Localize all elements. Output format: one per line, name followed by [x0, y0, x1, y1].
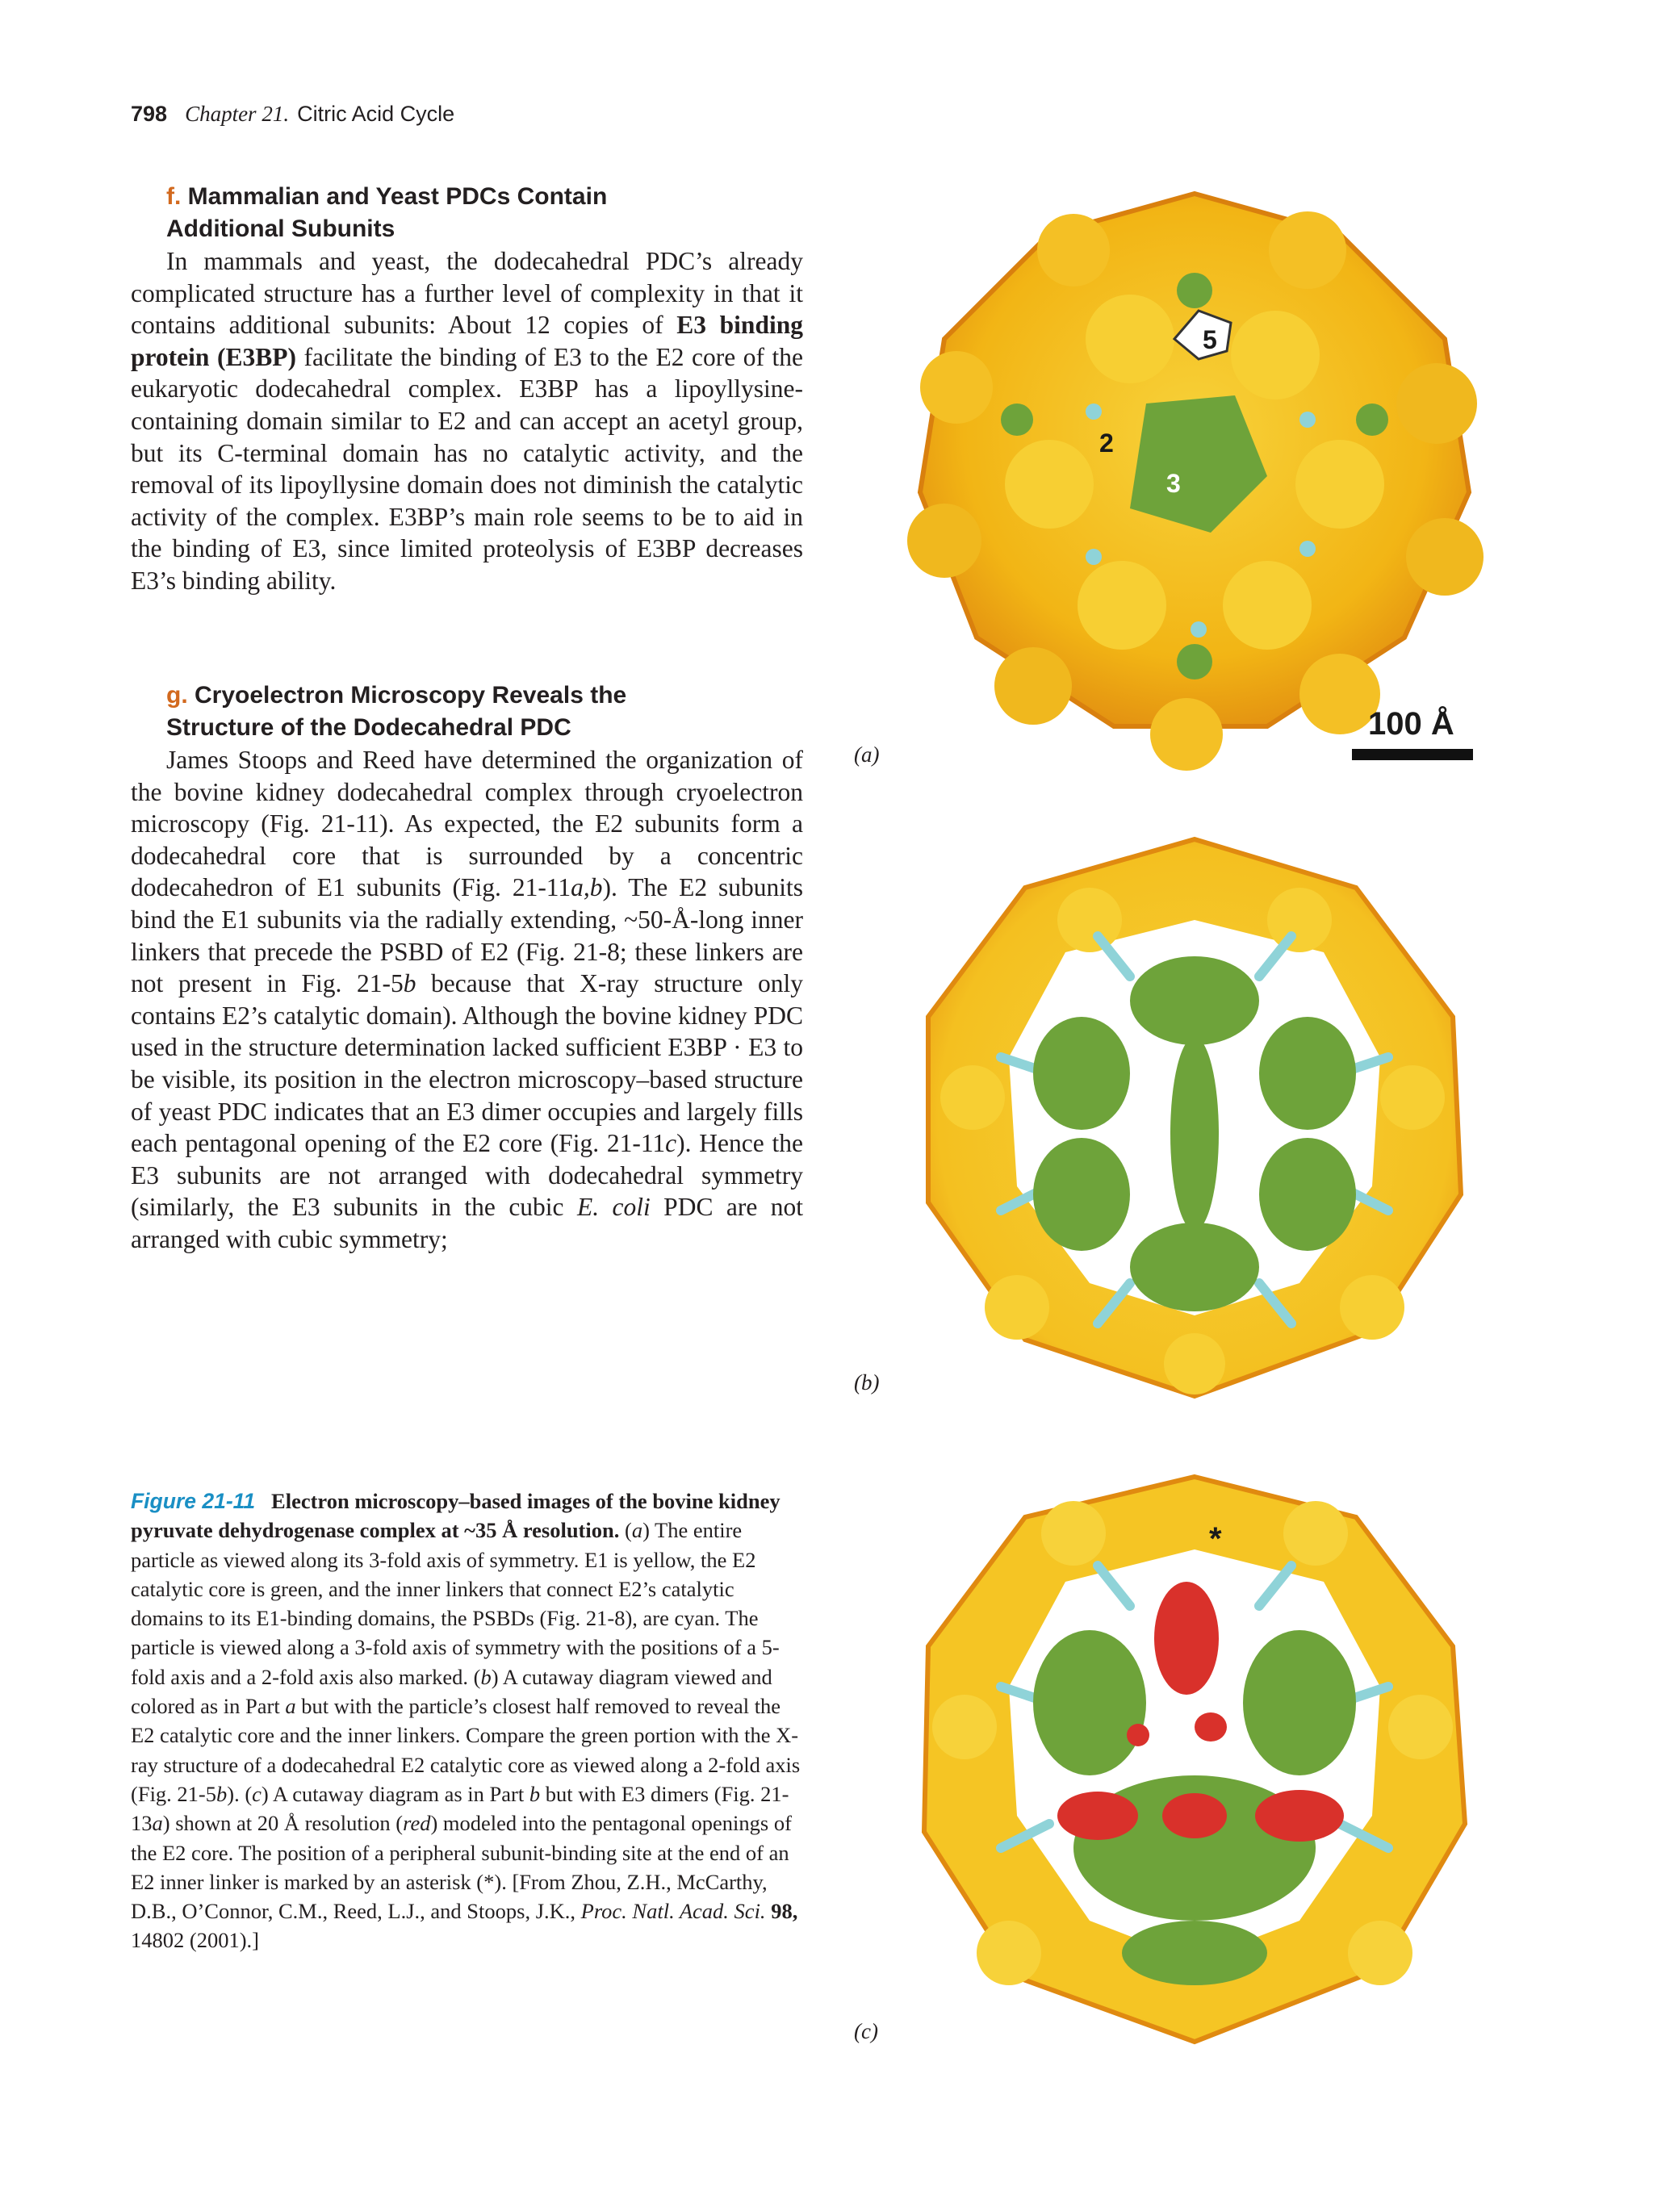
- section-g-letter: g.: [166, 682, 188, 709]
- section-f-letter: f.: [166, 183, 182, 210]
- chapter-title: Citric Acid Cycle: [297, 102, 455, 126]
- section-f-body: In mammals and yeast, the dodecahedral PDC’s already complicated structure has a further level of complexity in that it contains additional subunits: About 12 copies of E3 binding protein (E3BP) facilitate the binding of E3 to the E2 core of the eukaryotic dodecahedral complex. E3BP has a lipoyllysine-containing domain similar to E2 and can accept an acetyl group, but its C-terminal domain has no catalytic activity, and the removal of its lipoyllysine domain does not diminish the catalytic activity of the complex. E3BP’s main role seems to be to aid in the binding of E3, since limited proteolysis of E3BP decreases E3’s binding ability.: [131, 247, 803, 595]
- section-f: [131, 181, 803, 597]
- chapter-label: Chapter 21.: [185, 102, 290, 126]
- figure-caption: Figure 21-11 Electron microscopy–based images of the bovine kidney pyruvate dehydrogenase complex at ~35 Å resolution. (a) The entire particle as viewed along its 3-fold axis of symmetry. E1 is yellow, the E2 catalytic core is green, and the inner linkers that connect E2’s catalytic domains to its E1-binding domains, the PSBDs (Fig. 21-8), are cyan. The particle is viewed along a 3-fold axis of symmetry with the positions of a 5-fold axis and a 2-fold axis also marked. (b) A cutaway diagram viewed and colored as in Part a but with the particle’s closest half removed to reveal the E2 catalytic core and the inner linkers. Compare the green portion with the X-ray structure of a dodecahedral E2 catalytic core as viewed along a 2-fold axis (Fig. 21-5b). (c) A cutaway diagram as in Part b but with E3 dimers (Fig. 21-13a) shown at 20 Å resolution (red) modeled into the pentagonal openings of the E2 core. The position of a peripheral subunit-binding site at the end of an E2 inner linker is marked by an asterisk (*). [From Zhou, Z.H., McCarthy, D.B., O’Connor, C.M., Reed, L.J., and Stoops, J.K., Proc. Natl. Acad. Sci. 98, 14802 (2001).]: [131, 1489, 801, 1953]
- figure-c-cutaway-e3: [888, 1469, 1501, 2050]
- running-header: [131, 100, 454, 128]
- axis-3-label: 3: [1166, 469, 1181, 498]
- axis-2-label: 2: [1099, 429, 1114, 458]
- figure-a-full-particle: [888, 178, 1501, 775]
- figure-title: Electron microscopy–based images of the bovine kidney pyruvate dehydrogenase complex at ~35 Å resolution.: [131, 1489, 780, 1543]
- figure-label-a: (a): [854, 742, 880, 767]
- section-g-heading: g. Cryoelectron Microscopy Reveals the Structure of the Dodecahedral PDC: [166, 682, 627, 741]
- axis-5-label: 5: [1203, 325, 1217, 354]
- asterisk-marker: *: [1209, 1521, 1222, 1557]
- section-f-heading: f. Mammalian and Yeast PDCs Contain Additional Subunits: [166, 183, 608, 242]
- scale-bar-label: 100 Å: [1368, 706, 1454, 742]
- page-number: 798: [131, 102, 168, 126]
- figure-b-cutaway: [888, 831, 1501, 1412]
- figure-label-c: (c): [854, 2019, 878, 2043]
- figure-label: Figure 21-11: [131, 1489, 256, 1513]
- section-g-body: James Stoops and Reed have determined the organization of the bovine kidney dodecahedral complex through cryoelectron microscopy (Fig. 21-11). As expected, the E2 subunits form a dodecahedral core that is surrounded by a concentric dodecahedron of E1 subunits (Fig. 21-11a,b). The E2 subunits bind the E1 subunits via the radially extending, ~50-Å-long inner linkers that precede the PSBD of E2 (Fig. 21-8; these linkers are not present in Fig. 21-5b because that X-ray structure only contains E2’s catalytic domain). Although the bovine kidney PDC used in the structure determination lacked sufficient E3BP · E3 to be visible, its position in the electron microscopy–based structure of yeast PDC indicates that an E3 dimer occupies and largely fills each pentagonal opening of the E2 core (Fig. 21-11c). Hence the E3 subunits are not arranged with dodecahedral symmetry (similarly, the E3 subunits in the cubic E. coli PDC are not arranged with cubic symmetry;: [131, 746, 804, 1253]
- scale-bar: [1352, 749, 1473, 760]
- figure-label-b: (b): [854, 1370, 880, 1395]
- section-g: [131, 679, 803, 1256]
